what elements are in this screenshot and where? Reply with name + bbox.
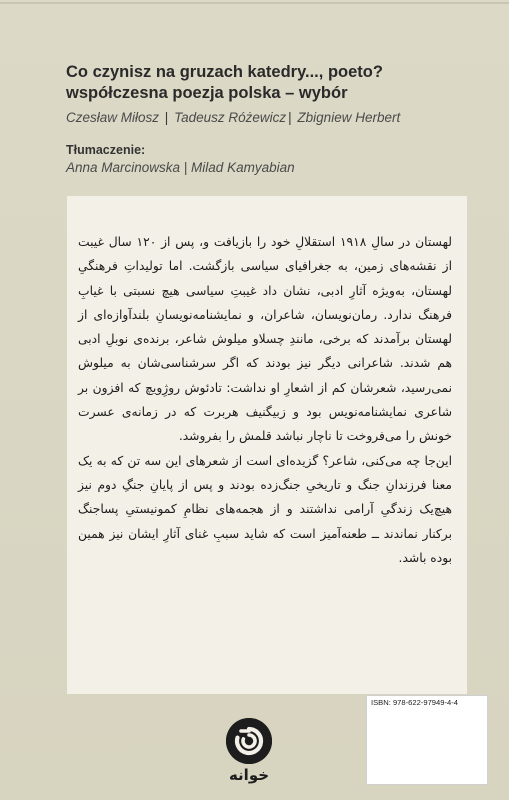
author-separator: | [288, 110, 292, 125]
author-name: Czesław Miłosz [66, 110, 160, 125]
author-list [66, 110, 486, 125]
blurb-paragraph-1: لهستان در سالِ ۱۹۱۸ استقلالِ خود را بازیافت و، پس از ۱۲۰ سال غیبت از نقشه‌های زمین، به جغرافیای سیاسی بازگشت. اما تولیداتِ فرهنگیِ لهستان، به‌ویژه آثارِ ادبی، نشان داد غیبتِ سیاسی هیچ نسبتی با غیابِ فرهنگ ندارد. رمان‌نویسان، شاعران، و نمایشنامه‌نویسانِ بلندآوازه‌ای از لهستان برآمدند که برخی، مانندِ چسلاو میلوش شاعر، برنده‌ی نوبلِ ادبی هم شدند. شاعرانی دیگر نیز بودند که اگر سرشناسی‌شان به میلوش نمی‌رسید، شعرشان کم از اشعارِ او نداشت: تادئوش روژِویچ که افزون بر شاعری نمایشنامه‌نویس بود و زبیگنیف هربرت که در زمانه‌ی عسرت خونش را می‌فروخت تا ناچار نباشد قلمش را بفروشد. [78, 235, 452, 444]
top-edge-line [0, 2, 509, 4]
blurb-paragraph-2: این‌جا چه می‌کنی، شاعر؟ گزیده‌ای است از شعرهای این سه تن که به یک معنا فرزندانِ جنگ و تاریخیِ جنگ‌زده بودند و پس از پایانِ جنگِ دوم نیز هیچ‌یک زندگیِ آرامی نداشتند و از هجمه‌های نظامِ کمونیستیِ پساجنگ برکنار نماندند ــ طعنه‌آمیز است که شاید سببِ غنای آثارِ ایشان نیز همین بوده باشد. [78, 453, 452, 565]
isbn-label: ISBN: 978-622-97949-4-4 [371, 698, 458, 707]
publisher-logo-icon [226, 718, 272, 764]
author-name: Tadeusz Różewicz [174, 110, 287, 125]
title-line-2: współczesna poezja polska – wybór [66, 84, 348, 102]
isbn-barcode-box [366, 695, 488, 785]
author-separator: | [164, 110, 169, 125]
translator-names: Anna Marcinowska | Milad Kamyabian [66, 160, 295, 175]
author-name: Zbigniew Herbert [297, 110, 401, 125]
book-title [66, 62, 486, 104]
translation-label: Tłumaczenie: [66, 143, 146, 157]
title-line-1: Co czynisz na gruzach katedry..., poeto? [66, 63, 383, 81]
publisher-name: خوانه [228, 766, 270, 784]
blurb-text [78, 230, 452, 570]
